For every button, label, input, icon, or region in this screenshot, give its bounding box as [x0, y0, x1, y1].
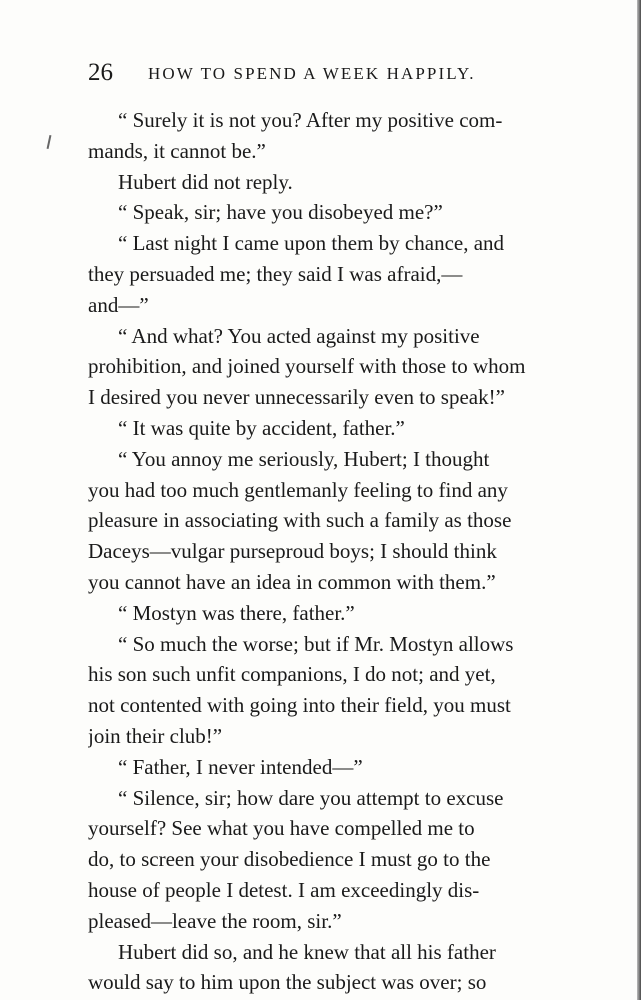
text-line: Hubert did so, and he knew that all his father: [118, 939, 496, 964]
text-line: “ Father, I never intended—”: [118, 754, 363, 779]
text-line: “ Surely it is not you? After my positive com-: [118, 108, 503, 132]
page-edge-shadow: [637, 0, 641, 1000]
margin-mark: [47, 135, 52, 149]
text-line: “ You annoy me seriously, Hubert; I thought: [118, 446, 490, 471]
text-line: pleased—leave the room, sir.”: [88, 908, 342, 933]
text-line: “ Mostyn was there, father.”: [118, 600, 355, 625]
text-line: you cannot have an idea in common with them.”: [88, 569, 496, 594]
text-line: mands, it cannot be.”: [88, 138, 266, 163]
text-line: “ So much the worse; but if Mr. Mostyn allows: [118, 631, 514, 656]
text-line: prohibition, and joined yourself with those to whom: [88, 354, 526, 379]
text-line: you had too much gentlemanly feeling to find any: [88, 477, 508, 502]
text-line: Hubert did not reply.: [118, 169, 293, 194]
page-number: 26: [88, 59, 113, 86]
text-line: yourself? See what you have compelled me to: [88, 816, 475, 841]
page-header: [88, 58, 588, 88]
text-line: “ It was quite by accident, father.”: [118, 415, 405, 440]
text-line: his son such unfit companions, I do not; and yet,: [88, 662, 496, 687]
text-line: house of people I detest. I am exceedingly dis-: [88, 877, 480, 902]
text-line: “ Last night I came upon them by chance, and: [118, 231, 505, 256]
body-text: [88, 105, 588, 998]
running-head: HOW TO SPEND A WEEK HAPPILY.: [148, 64, 476, 83]
text-line: would say to him upon the subject was over; so: [88, 970, 487, 995]
text-line: not contented with going into their field, you must: [88, 693, 511, 718]
text-line: they persuaded me; they said I was afraid,—: [88, 261, 463, 286]
text-line: pleasure in associating with such a family as those: [88, 508, 512, 533]
text-line: do, to screen your disobedience I must go to the: [88, 847, 491, 872]
text-line: “ Speak, sir; have you disobeyed me?”: [118, 200, 443, 225]
text-line: I desired you never unnecessarily even to speak!”: [88, 385, 505, 410]
text-line: join their club!”: [88, 723, 223, 748]
text-line: “ And what? You acted against my positive: [118, 323, 480, 348]
text-line: Daceys—vulgar purseproud boys; I should think: [88, 539, 497, 564]
text-line: and—”: [88, 292, 149, 317]
text-line: “ Silence, sir; how dare you attempt to excuse: [118, 785, 504, 810]
